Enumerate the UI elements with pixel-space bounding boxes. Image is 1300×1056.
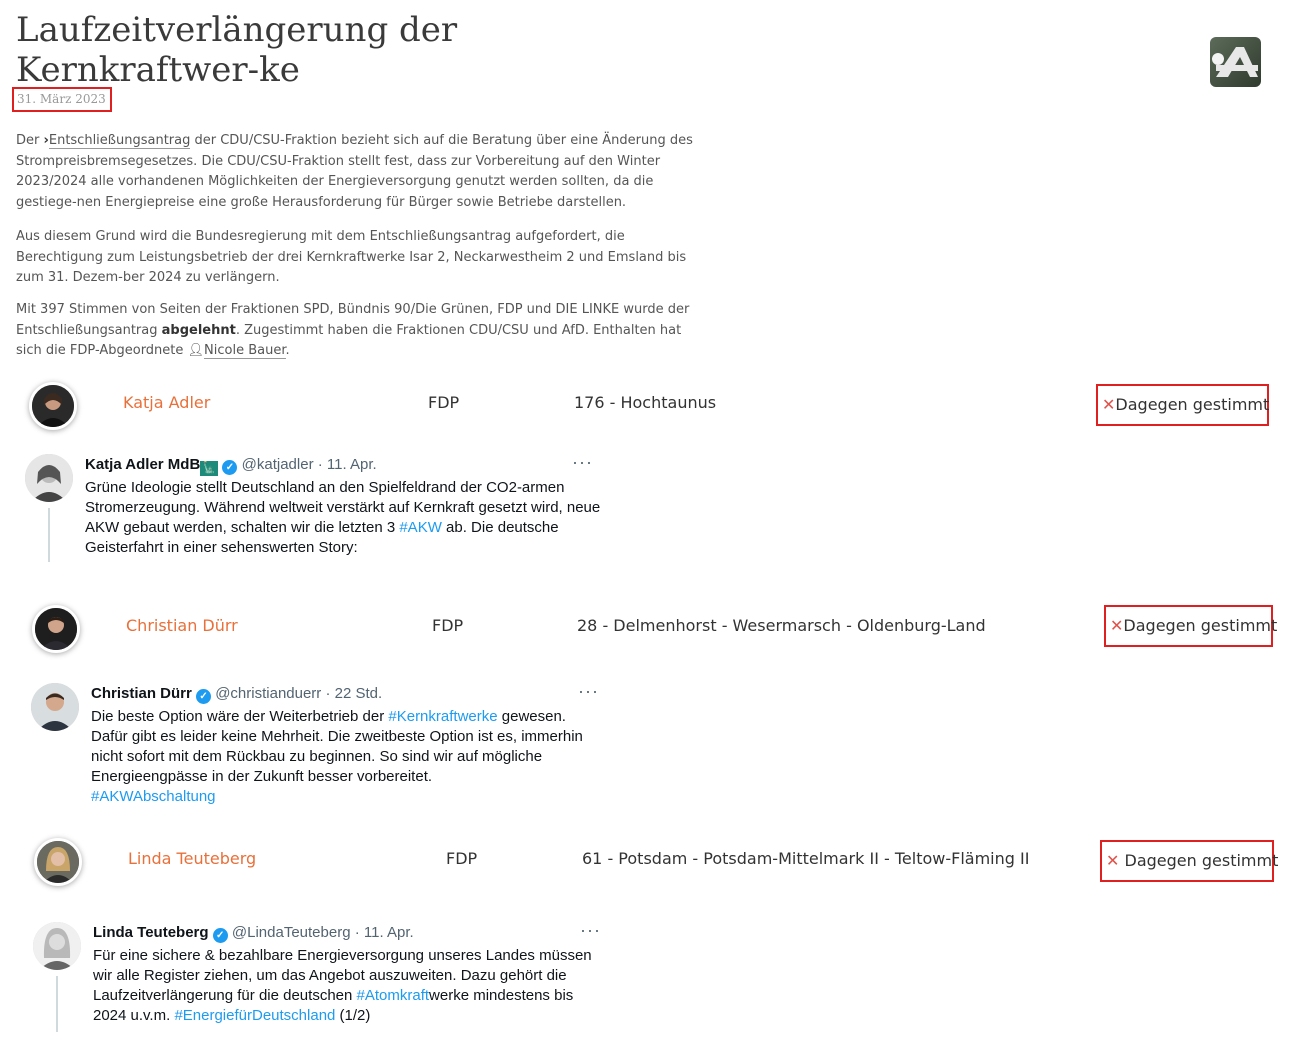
para-text: . Zugestimmt haben die Fraktionen CDU/CSU und AfD. Enthalten hat sich die FDP-Abgeordnete [16,322,682,358]
hashtag-link[interactable]: #Atomkraft [356,987,430,1004]
para-text: Der [16,133,44,148]
tweet-text-part: (1/2) [335,1007,371,1024]
tweet-text [91,707,591,807]
member-name-link[interactable]: Katja Adler [123,393,211,412]
intro-paragraph-2: Aus diesem Grund wird die Bundesregierung mit dem Entschließungsantrag aufgefordert, die Berechtigung zum Leistungsbetrieb der drei Kernkraftwerke Isar 2, Neckarwestheim 2 und Emsland bis zum 31. Dezem-ber 2024 zu verlängern. [16,229,687,285]
tweet-handle[interactable]: @LindaTeuteberg [231,924,351,941]
embedded-tweet[interactable] [25,454,615,564]
thread-line [48,508,50,562]
tweet-time[interactable]: 11. Apr. [363,924,414,941]
hashtag-link[interactable]: #Kernkraftwerke [388,708,498,725]
tweet-text-part: Grüne Ideologie stellt Deutschland an den Spielfeldrand der CO2-armen Stromerzeugung. Während weltweit verstärkt auf Kernkraft gesetzt wird, neue AKW gebaut werden, schalten wir die letzten 3 [85,479,601,536]
vote-status [1104,605,1278,647]
hashtag-link[interactable]: #AKW [399,519,442,536]
site-logo[interactable] [1210,37,1261,87]
tweet-display-name[interactable]: Linda Teuteberg [93,924,209,941]
para-text: Mit 397 Stimmen von Seiten der Fraktionen SPD, Bündnis 90/Die Grünen, FDP und DIE LINKE wurde der Entschließungsantrag [16,302,690,338]
vote-status [1100,840,1279,882]
vote-label: Dagegen gestimmt [1123,616,1278,635]
tweet-text-part: ab. Die deutsche Geisterfahrt in einer sehenswerten Story: [85,519,559,556]
avatar-image [32,385,74,427]
tweet-separator: · [313,456,327,473]
tweet-text-part: Die beste Option wäre der Weiterbetrieb der [91,708,389,725]
tweet-time[interactable]: 22 Std. [334,685,383,702]
hashtag-link[interactable]: #AKWAbschaltung [91,788,216,805]
vote-status [1096,384,1269,426]
result-label: abgelehnt [161,322,236,338]
member-party: FDP [428,393,460,412]
tweet-header [85,456,377,476]
member-name-link[interactable]: Christian Dürr [126,616,238,635]
member-avatar[interactable] [34,838,82,886]
page-title: Laufzeitverlängerung der Kernkraftwer-ke [16,10,458,90]
member-row [0,603,1300,653]
intro-paragraph-1 [16,131,696,213]
tweet-separator: · [350,924,364,941]
tweet-text-part: werke mindestens bis 2024 u.v.m. [93,987,574,1024]
tweet-display-name[interactable]: Christian Dürr [91,685,192,702]
thread-line [56,976,58,1032]
more-icon[interactable]: ··· [578,681,599,701]
tweet-text-part: Für eine sichere & bezahlbare Energieversorgung unseres Landes müssen wir alle Register ziehen, um das Angebot auszuweiten. Dazu gehört die Laufzeitverlängerung für die deutschen [93,947,592,1004]
tweet-handle[interactable]: @katjadler [241,456,314,473]
x-icon: ✕ [1102,395,1116,414]
member-party: FDP [432,616,464,635]
member-row [0,380,1300,430]
para-text: der CDU/CSU-Fraktion bezieht sich auf die Beratung über eine Änderung des Strompreisbremsegesetzes. Die CDU/CSU-Fraktion stellt fest, dass zur Vorbereitung auf den Winter 2023/2024 alle vorhandenen Möglichkeiten der Energieversorgung genutzt werden sollten, da die gestiege-nen Energiepreise eine große Herausforderung für Bürger sowie Betriebe darstellen. [16,133,693,210]
member-wahlkreis: 28 - Delmenhorst - Wesermarsch - Oldenburg-Land [577,616,986,635]
hashtag-link[interactable]: #EnergiefürDeutschland [174,1007,336,1024]
member-wahlkreis: 61 - Potsdam - Potsdam-Mittelmark II - Teltow-Fläming II [582,849,1030,868]
member-avatar[interactable] [32,605,80,653]
more-icon[interactable]: ··· [580,920,601,940]
tweet-text [85,478,605,558]
tweet-separator: · [321,685,335,702]
para-text: . [285,343,290,358]
vote-label: Dagegen gestimmt [1115,395,1270,414]
more-icon[interactable]: ··· [572,452,593,472]
verified-badge-icon: ✓ [222,460,237,475]
member-avatar[interactable] [29,382,77,430]
tweet-time[interactable]: 11. Apr. [326,456,377,473]
tweet-display-name[interactable]: Katja Adler MdB [85,456,201,473]
vote-label: Dagegen gestimmt [1124,851,1279,870]
tweet-text-part: gewesen. Dafür gibt es leider keine Mehrheit. Die zweitbeste Option ist es, immerhin nicht sofort mit dem Rückbau zu beginnen. So sind wir auf mögliche Energieengpässe in der Zukunft besser vorbereitet. [91,708,583,785]
member-row [0,836,1300,886]
x-icon: ✕ [1110,616,1124,635]
intro-paragraph-3 [16,300,696,362]
tweet-header [91,685,382,704]
embedded-tweet[interactable] [31,683,621,807]
person-icon: 👤︎ [187,343,205,358]
member-name-link[interactable]: Linda Teuteberg [128,849,257,868]
tweet-text [93,946,608,1026]
nicole-bauer-link[interactable]: Nicole Bauer [204,343,286,358]
tweet-header [93,924,414,943]
tweet-handle[interactable]: @christianduerr [215,685,322,702]
member-party: FDP [446,849,478,868]
avatar-image [37,841,79,883]
publish-date: 31. März 2023 [12,87,112,112]
flag-emoji: 🗽 [200,461,218,476]
tweet-avatar[interactable] [25,454,73,502]
member-wahlkreis: 176 - Hochtaunus [574,393,717,412]
avatar-image [31,683,79,731]
avatar-image [25,454,73,502]
tweet-avatar[interactable] [31,683,79,731]
logo-icon [1210,37,1261,87]
verified-badge-icon: ✓ [196,689,211,704]
chevron-right-icon: › [43,133,49,148]
entschliessungsantrag-link[interactable]: Entschließungsantrag [48,133,191,148]
embedded-tweet[interactable] [33,922,633,1032]
tweet-avatar[interactable] [33,922,81,970]
avatar-image [33,922,81,970]
avatar-image [35,608,77,650]
x-icon: ✕ [1106,851,1120,870]
verified-badge-icon: ✓ [213,928,228,943]
